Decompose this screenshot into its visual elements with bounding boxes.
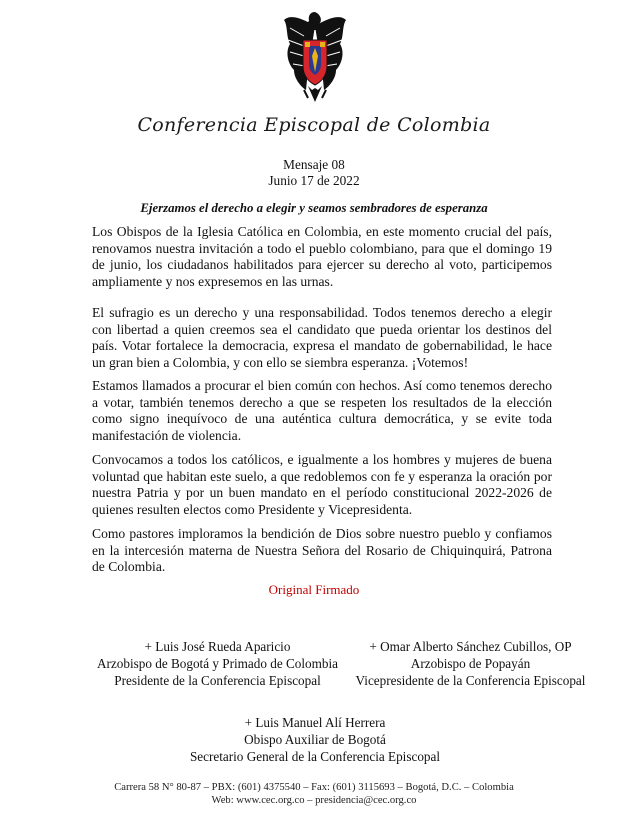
message-date: Junio 17 de 2022: [268, 173, 360, 188]
signatory-title: Arzobispo de Bogotá y Primado de Colombia: [96, 656, 338, 671]
signatory-vicepresident: [343, 638, 598, 689]
original-signed-note: Original Firmado: [268, 582, 360, 597]
body-paragraph: El sufragio es un derecho y una responsabilidad. Todos tenemos derecho a elegir con libertad a quien creemos sea el candidato que pueda orientar los destinos del país. Votar fortalece la democracia, expresa el mandato de gobernabilidad, le hace un gran bien a Colombia, y con ello se siembra esperanza. ¡Votemos!: [92, 305, 552, 370]
signatory-title: Obispo Auxiliar de Bogotá: [244, 732, 386, 747]
signatory-role: Vicepresidente de la Conferencia Episcopal: [355, 673, 586, 688]
body-paragraph: Convocamos a todos los católicos, e igualmente a los hombres y mujeres de buena voluntad que habitan este suelo, a que redoblemos con fe y esperanza la oración por nuestra Patria y por un buen mandato en el período constitucional 2022-2026 de quienes resulten electos como Presidente y Vicepresidenta.: [92, 452, 552, 517]
footer: [0, 781, 628, 807]
footer-web: Web: www.cec.org.co – presidencia@cec.org.co: [211, 795, 417, 806]
signatory-secretary: [160, 714, 470, 765]
message-number: Mensaje 08: [283, 157, 345, 172]
signatory-role: Secretario General de la Conferencia Episcopal: [189, 749, 441, 764]
body-paragraph: Estamos llamados a procurar el bien común con hechos. Así como tenemos derecho a votar, también tenemos derecho a que se respeten los resultados de la elección como signo inequívoco de una auténtica cultura democrática, y se evite toda manifestación de violencia.: [92, 378, 552, 443]
signatory-name: + Luis José Rueda Aparicio: [144, 639, 291, 654]
organization-title: Conferencia Episcopal de Colombia: [137, 114, 491, 136]
signatory-role: Presidente de la Conferencia Episcopal: [114, 673, 321, 688]
episcopal-crest-logo: [282, 6, 348, 112]
body-paragraph: Como pastores imploramos la bendición de Dios sobre nuestro pueblo y confiamos en la intercesión materna de Nuestra Señora del Rosario de Chiquinquirá, Patrona de Colombia.: [92, 526, 552, 575]
footer-address: Carrera 58 N° 80-87 – PBX: (601) 4375540 – Fax: (601) 3115693 – Bogotá, D.C. – Colombia: [114, 782, 514, 793]
message-subject: Ejerzamos el derecho a elegir y seamos sembradores de esperanza: [140, 201, 488, 215]
signatory-name: + Luis Manuel Alí Herrera: [244, 715, 386, 730]
body-paragraph: Los Obispos de la Iglesia Católica en Colombia, en este momento crucial del país, renovamos nuestra invitación a todo el pueblo colombiano, para que el domingo 19 de junio, los ciudadanos habilitados para ejercer su derecho al voto, participemos ampliamente y nos expresemos en las urnas.: [92, 224, 552, 289]
signatory-name: + Omar Alberto Sánchez Cubillos, OP: [369, 639, 572, 654]
signatory-president: [90, 638, 345, 689]
signatory-title: Arzobispo de Popayán: [410, 656, 531, 671]
